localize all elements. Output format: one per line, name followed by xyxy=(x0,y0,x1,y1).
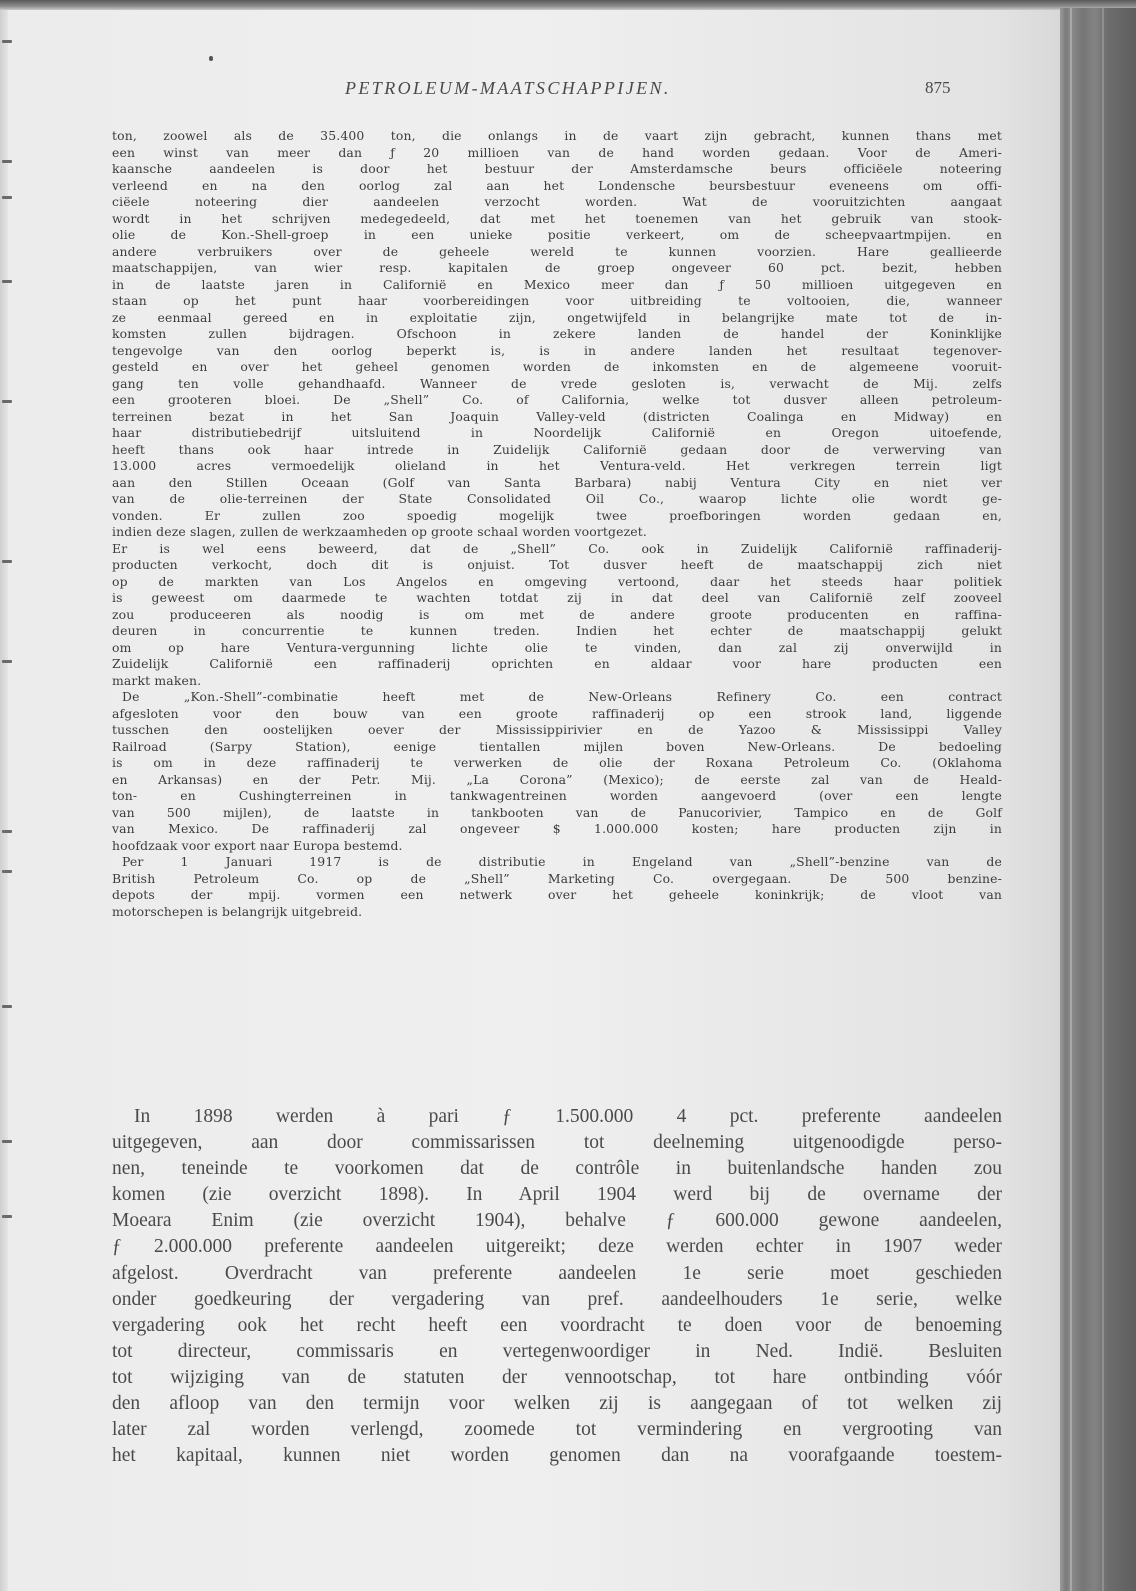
small-print-section xyxy=(112,128,1002,920)
text-line: Er is wel eens beweerd, dat de „Shell” Co. ook in Zuidelijk Californië raffinaderij- xyxy=(112,540,1002,556)
text-line: later zal worden verlengd, zoomede tot vermindering en vergrooting van xyxy=(112,1419,1002,1441)
text-line: terreinen bezat in het San Joaquin Valley-veld (districten Coalinga en Midway) en xyxy=(112,408,1002,424)
text-line: British Petroleum Co. op de „Shell” Marketing Co. overgegaan. De 500 benzine- xyxy=(112,870,1002,886)
print-speck xyxy=(209,56,213,61)
text-line: om op hare Ventura-vergunning lichte olie te vinden, dan zal zij onverwijld in xyxy=(112,639,1002,655)
text-line: depots der mpij. vormen een netwerk over het geheele koninkrijk; de vloot van xyxy=(112,887,1002,902)
text-line: is geweest om daarmede te wachten totdat zij in dat deel van Californië zelf zooveel xyxy=(112,590,1002,605)
text-line: nen, teneinde te voorkomen dat de contrôle in buitenlandsche handen zou xyxy=(112,1158,1002,1180)
text-line: van Mexico. De raffinaderij zal ongeveer $ 1.000.000 kosten; hare producten zijn in xyxy=(112,821,1002,836)
text-line: In 1898 werden à pari ƒ 1.500.000 4 pct. preferente aandeelen xyxy=(134,1106,1002,1127)
text-line: staan op het punt haar voorbereidingen voor uitbreiding te voltooien, die, wanneer xyxy=(112,293,1002,308)
book-binding-edge xyxy=(1060,8,1136,1591)
text-line: 13.000 acres vermoedelijk olieland in het Ventura-veld. Het verkregen terrein ligt xyxy=(112,458,1002,473)
text-line: Zuidelijk Californië een raffinaderij oprichten en aldaar voor hare producten een xyxy=(112,656,1002,671)
text-line: uitgegeven, aan door commissarissen tot deelneming uitgenoodigde perso- xyxy=(112,1132,1002,1154)
text-line: op de markten van Los Angelos en omgeving vertoond, daar het steeds haar politiek xyxy=(112,573,1002,589)
text-line: haar distributiebedrijf uitsluitend in Noordelijk Californië en Oregon uitoefende, xyxy=(112,425,1002,440)
main-text-section xyxy=(112,1104,1002,1469)
text-line: in de laatste jaren in Californië en Mexico meer dan ƒ 50 millioen uitgegeven en xyxy=(112,276,1002,292)
text-line: olie de Kon.-Shell-groep in een unieke positie verkeert, om de scheepvaartmpijen. en xyxy=(112,227,1002,242)
text-line: ciëele noteering dier aandeelen verzocht worden. Wat de vooruitzichten aangaat xyxy=(112,194,1002,209)
text-line: Moeara Enim (zie overzicht 1904), behalve ƒ 600.000 gewone aandeelen, xyxy=(112,1210,1002,1232)
text-line: Railroad (Sarpy Station), eenige tientallen mijlen boven New-Orleans. De bedoeling xyxy=(112,738,1002,754)
text-line: producten verkocht, doch dit is onjuist. Tot dusver heeft de maatschappij zich niet xyxy=(112,557,1002,572)
text-line: het kapitaal, kunnen niet worden genomen dan na voorafgaande toestem- xyxy=(112,1445,1002,1467)
text-line: ton- en Cushingterreinen in tankwagentreinen worden aangevoerd (over een lengte xyxy=(112,788,1002,803)
scan-left-gutter xyxy=(0,10,8,1591)
text-line: afgesloten voor den bouw van een groote raffinaderij op een strook land, liggende xyxy=(112,705,1002,721)
text-line: komsten zullen bijdragen. Ofschoon in zekere landen de handel der Koninklijke xyxy=(112,326,1002,341)
text-line: indien deze slagen, zullen de werkzaamheden op groote schaal worden voortgezet. xyxy=(112,524,647,539)
text-line: van de olie-terreinen der State Consolidated Oil Co., waarop lichte olie wordt ge- xyxy=(112,491,1002,506)
text-line: den afloop van den termijn voor welken zij is aangegaan of tot welken zij xyxy=(112,1393,1002,1415)
margin-mark xyxy=(2,196,12,199)
margin-mark xyxy=(2,830,12,833)
text-line: ƒ 2.000.000 preferente aandeelen uitgereikt; deze werden echter in 1907 weder xyxy=(112,1236,1002,1258)
text-line: Per 1 Januari 1917 is de distributie in Engeland van „Shell”-benzine van de xyxy=(122,854,1002,869)
margin-mark xyxy=(2,280,12,283)
text-line: onder goedkeuring der vergadering van pref. aandeelhouders 1e serie, welke xyxy=(112,1288,1002,1310)
text-line: ze eenmaal gereed en in exploitatie zijn, ongetwijfeld in belangrijke mate tot de in- xyxy=(112,309,1002,325)
text-line: aan den Stillen Oceaan (Golf van Santa Barbara) nabij Ventura City en niet ver xyxy=(112,474,1002,490)
text-line: deuren in concurrentie te kunnen treden. Indien het echter de maatschappij gelukt xyxy=(112,623,1002,638)
text-line: motorschepen is belangrijk uitgebreid. xyxy=(112,903,363,919)
text-line: een grooteren bloei. De „Shell” Co. of California, welke tot dusver alleen petroleum- xyxy=(112,392,1002,407)
text-line: vergadering ook het recht heeft een voordracht te doen voor de benoeming xyxy=(112,1314,1002,1336)
text-line: van 500 mijlen), de laatste in tankbooten van de Panucorivier, Tampico en de Golf xyxy=(112,804,1002,820)
text-line: De „Kon.-Shell”-combinatie heeft met de New-Orleans Refinery Co. een contract xyxy=(122,689,1002,704)
text-line: tot directeur, commissaris en vertegenwoordiger in Ned. Indië. Besluiten xyxy=(112,1340,1002,1362)
margin-mark xyxy=(2,1215,12,1218)
text-line: en Arkansas) en der Petr. Mij. „La Corona” (Mexico); de eerste zal van de Heald- xyxy=(112,771,1002,787)
margin-mark xyxy=(2,160,12,163)
scan-top-edge xyxy=(0,0,1136,10)
page-number: 875 xyxy=(925,78,951,97)
text-line: heeft thans ook haar intrede in Zuidelijk Californië gedaan door de verwerving van xyxy=(112,441,1002,457)
text-line: tusschen den oostelijken oever der Mississippirivier en de Yazoo & Mississippi Valley xyxy=(112,722,1002,737)
text-line: een winst van meer dan ƒ 20 millioen van de hand worden gedaan. Voor de Ameri- xyxy=(112,144,1002,160)
text-line: ton, zoowel als de 35.400 ton, die onlangs in de vaart zijn gebracht, kunnen thans met xyxy=(112,128,1002,143)
margin-mark xyxy=(2,870,12,873)
text-line: zou produceeren als noodig is om met de andere groote producenten en raffina- xyxy=(112,606,1002,622)
text-line: verleend en na den oorlog zal aan het Londensche beursbestuur eveneens om offi- xyxy=(112,177,1002,193)
margin-mark xyxy=(2,660,12,663)
text-line: gang ten volle gehandhaafd. Wanneer de vrede gesloten is, verwacht de Mij. zelfs xyxy=(112,375,1002,391)
margin-mark xyxy=(2,400,12,403)
margin-mark xyxy=(2,560,12,563)
text-line: markt maken. xyxy=(112,672,202,688)
text-line: maatschappijen, van wier resp. kapitalen de groep ongeveer 60 pct. bezit, hebben xyxy=(112,260,1002,275)
text-line: andere verbruikers over de geheele wereld te kunnen voorzien. Hare geallieerde xyxy=(112,243,1002,259)
text-line: gesteld en over het geheel genomen worden de inkomsten en de algemeene vooruit- xyxy=(112,359,1002,374)
text-line: tengevolge van den oorlog beperkt is, is in andere landen het resultaat tegenover- xyxy=(112,342,1002,358)
text-line: kaansche aandeelen is door het bestuur der Amsterdamsche beurs officiëele noteering xyxy=(112,161,1002,176)
text-line: komen (zie overzicht 1898). In April 1904 werd bij de overname der xyxy=(112,1184,1002,1206)
text-line: hoofdzaak voor export naar Europa bestemd. xyxy=(112,837,403,853)
text-line: afgelost. Overdracht van preferente aandeelen 1e serie moet geschieden xyxy=(112,1262,1002,1284)
text-line: tot wijziging van de statuten der vennootschap, tot hare ontbinding vóór xyxy=(112,1366,1002,1388)
margin-mark xyxy=(2,1005,12,1008)
text-line: is om in deze raffinaderij te verwerken de olie der Roxana Petroleum Co. (Oklahoma xyxy=(112,755,1002,770)
running-head: PETROLEUM-MAATSCHAPPIJEN. xyxy=(345,78,671,98)
margin-mark xyxy=(2,40,12,43)
text-line: wordt in het schrijven medegedeeld, dat met het toenemen van het gebruik van stook- xyxy=(112,210,1002,226)
text-line: vonden. Er zullen zoo spoedig mogelijk twee proefboringen worden gedaan en, xyxy=(112,507,1002,523)
margin-mark xyxy=(2,1140,12,1143)
